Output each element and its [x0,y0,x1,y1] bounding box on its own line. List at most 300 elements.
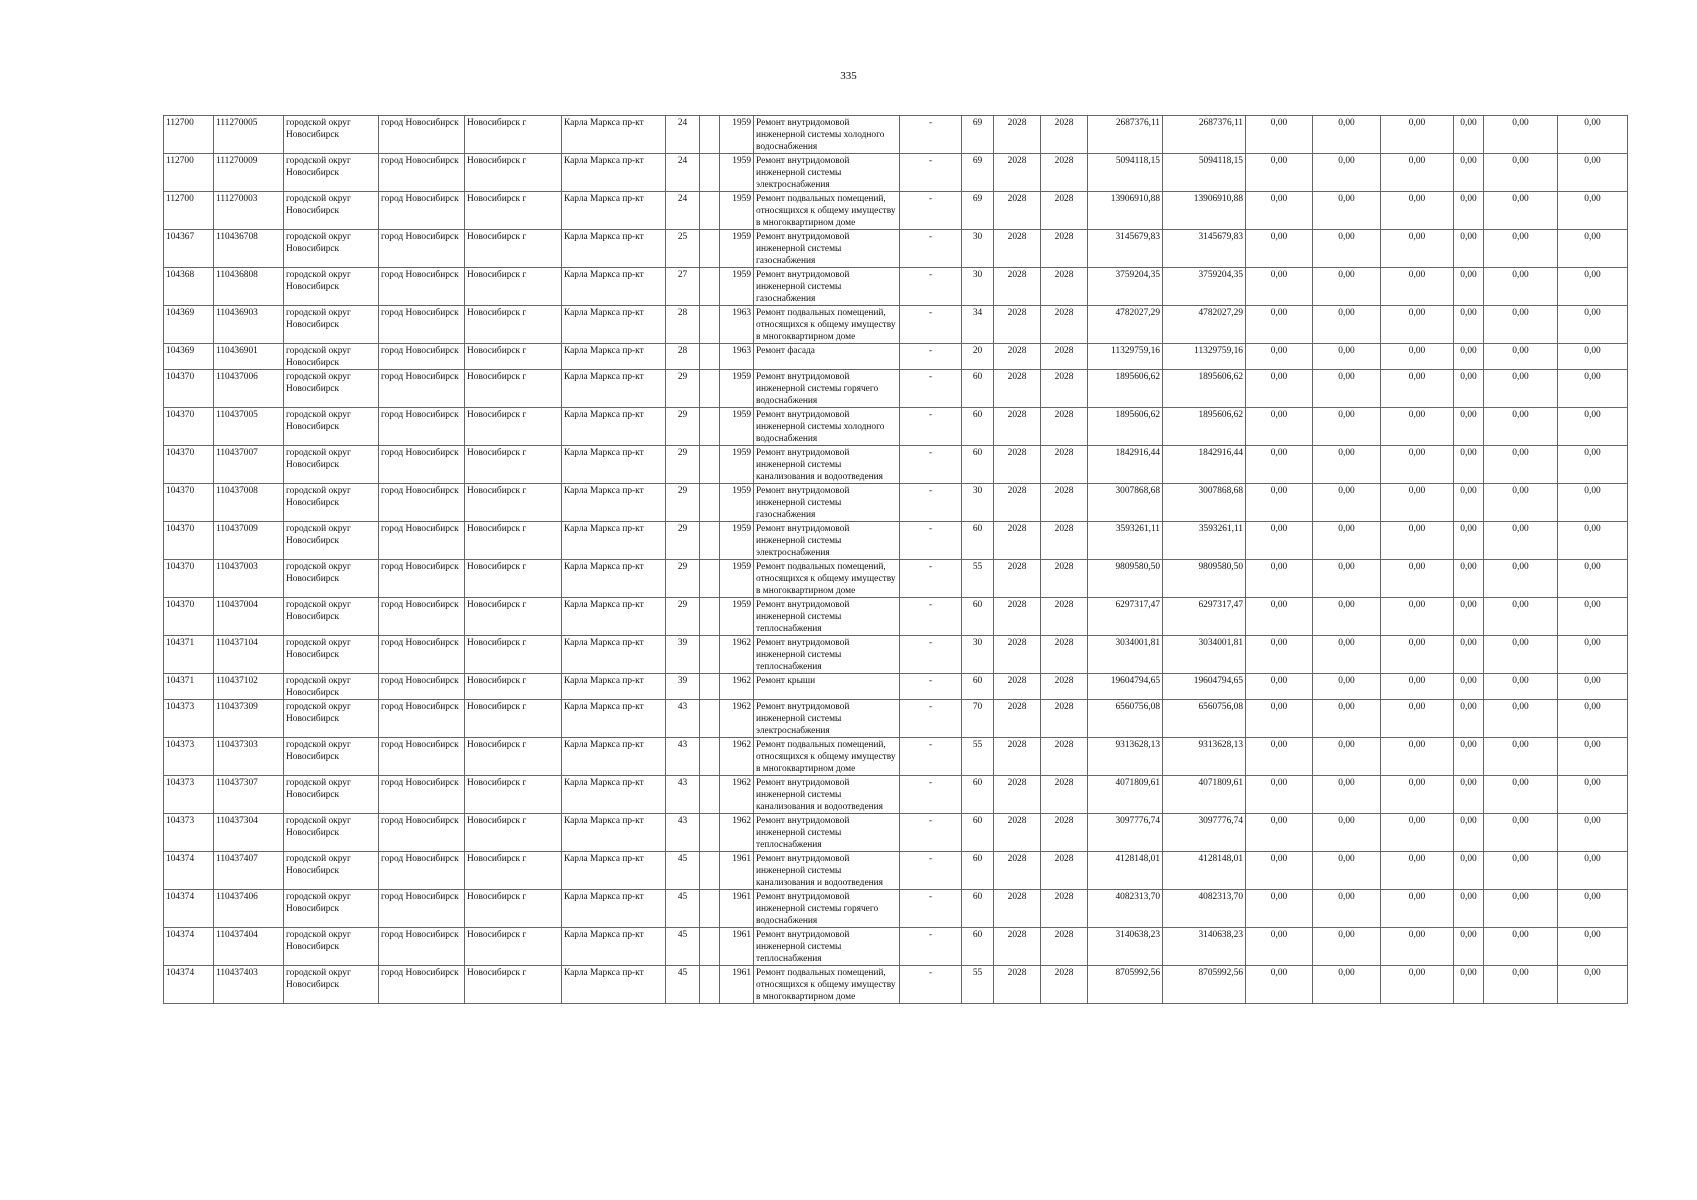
municipality-cell: городской округ Новосибирск [284,636,379,674]
house-number-cell: 24 [666,192,700,230]
value-6-cell: 0,00 [1558,192,1628,230]
value-1-cell: 0,00 [1246,776,1313,814]
building-cell [700,116,720,154]
year-from-cell: 2028 [994,268,1041,306]
year-to-cell: 2028 [1041,268,1088,306]
build-year-cell: 1959 [720,116,754,154]
cost-fund-cell: 4128148,01 [1163,852,1246,890]
value-6-cell: 0,00 [1558,408,1628,446]
city-cell: Новосибирск г [465,446,562,484]
house-number-cell: 45 [666,928,700,966]
capital-repair-table [163,115,1628,1004]
value-6-cell: 0,00 [1558,928,1628,966]
value-3-cell: 0,00 [1381,928,1454,966]
building-cell [700,484,720,522]
value-5-cell: 0,00 [1484,814,1558,852]
value-2-cell: 0,00 [1313,674,1381,700]
city-cell: Новосибирск г [465,928,562,966]
work-code-cell: 110437005 [214,408,284,446]
object-id-cell: 104370 [164,446,214,484]
cost-fund-cell: 9809580,50 [1163,560,1246,598]
work-code-cell: 110437104 [214,636,284,674]
settlement-cell: город Новосибирск [379,674,465,700]
cost-total-cell: 9809580,50 [1088,560,1163,598]
work-code-cell: 111270003 [214,192,284,230]
value-2-cell: 0,00 [1313,522,1381,560]
work-type-cell: Ремонт внутридомовой инженерной системы канализования и водоотведения [754,852,900,890]
work-code-cell: 110437007 [214,446,284,484]
table-row [164,370,1628,408]
municipality-cell: городской округ Новосибирск [284,446,379,484]
value-5-cell: 0,00 [1484,306,1558,344]
work-code-cell: 110437307 [214,776,284,814]
dash-cell: - [900,738,962,776]
building-cell [700,776,720,814]
value-1-cell: 0,00 [1246,306,1313,344]
value-4-cell: 0,00 [1454,154,1484,192]
value-1-cell: 0,00 [1246,116,1313,154]
cost-total-cell: 3759204,35 [1088,268,1163,306]
value-4-cell: 0,00 [1454,598,1484,636]
municipality-cell: городской округ Новосибирск [284,674,379,700]
work-code-cell: 110437009 [214,522,284,560]
wear-percent-cell: 60 [962,674,994,700]
city-cell: Новосибирск г [465,700,562,738]
build-year-cell: 1959 [720,484,754,522]
city-cell: Новосибирск г [465,268,562,306]
cost-fund-cell: 3140638,23 [1163,928,1246,966]
value-3-cell: 0,00 [1381,230,1454,268]
work-type-cell: Ремонт подвальных помещений, относящихся к общему имуществу в многоквартирном доме [754,966,900,1004]
value-3-cell: 0,00 [1381,814,1454,852]
settlement-cell: город Новосибирск [379,446,465,484]
value-6-cell: 0,00 [1558,636,1628,674]
building-cell [700,408,720,446]
work-code-cell: 110436808 [214,268,284,306]
municipality-cell: городской округ Новосибирск [284,598,379,636]
value-6-cell: 0,00 [1558,966,1628,1004]
year-from-cell: 2028 [994,852,1041,890]
value-3-cell: 0,00 [1381,408,1454,446]
municipality-cell: городской округ Новосибирск [284,890,379,928]
cost-total-cell: 11329759,16 [1088,344,1163,370]
value-6-cell: 0,00 [1558,852,1628,890]
value-2-cell: 0,00 [1313,408,1381,446]
value-5-cell: 0,00 [1484,446,1558,484]
table-row [164,890,1628,928]
city-cell: Новосибирск г [465,636,562,674]
work-code-cell: 110437008 [214,484,284,522]
cost-total-cell: 6560756,08 [1088,700,1163,738]
value-5-cell: 0,00 [1484,268,1558,306]
dash-cell: - [900,522,962,560]
value-1-cell: 0,00 [1246,636,1313,674]
street-cell: Карла Маркса пр-кт [562,966,666,1004]
year-from-cell: 2028 [994,484,1041,522]
value-2-cell: 0,00 [1313,268,1381,306]
year-from-cell: 2028 [994,408,1041,446]
wear-percent-cell: 60 [962,852,994,890]
settlement-cell: город Новосибирск [379,560,465,598]
cost-total-cell: 1895606,62 [1088,408,1163,446]
table-row [164,776,1628,814]
cost-total-cell: 3034001,81 [1088,636,1163,674]
house-number-cell: 43 [666,738,700,776]
table-row [164,814,1628,852]
year-to-cell: 2028 [1041,344,1088,370]
dash-cell: - [900,446,962,484]
value-3-cell: 0,00 [1381,674,1454,700]
street-cell: Карла Маркса пр-кт [562,598,666,636]
settlement-cell: город Новосибирск [379,154,465,192]
year-from-cell: 2028 [994,636,1041,674]
building-cell [700,370,720,408]
value-3-cell: 0,00 [1381,484,1454,522]
object-id-cell: 104373 [164,776,214,814]
object-id-cell: 104374 [164,966,214,1004]
cost-total-cell: 1895606,62 [1088,370,1163,408]
dash-cell: - [900,814,962,852]
settlement-cell: город Новосибирск [379,192,465,230]
value-2-cell: 0,00 [1313,154,1381,192]
value-6-cell: 0,00 [1558,230,1628,268]
year-to-cell: 2028 [1041,560,1088,598]
value-3-cell: 0,00 [1381,344,1454,370]
build-year-cell: 1962 [720,814,754,852]
street-cell: Карла Маркса пр-кт [562,116,666,154]
value-1-cell: 0,00 [1246,484,1313,522]
year-from-cell: 2028 [994,230,1041,268]
table-row [164,344,1628,370]
wear-percent-cell: 60 [962,776,994,814]
building-cell [700,230,720,268]
wear-percent-cell: 30 [962,484,994,522]
value-5-cell: 0,00 [1484,852,1558,890]
table-row [164,928,1628,966]
value-1-cell: 0,00 [1246,814,1313,852]
value-1-cell: 0,00 [1246,738,1313,776]
value-1-cell: 0,00 [1246,560,1313,598]
table-row [164,852,1628,890]
value-1-cell: 0,00 [1246,966,1313,1004]
value-4-cell: 0,00 [1454,814,1484,852]
year-to-cell: 2028 [1041,674,1088,700]
cost-total-cell: 5094118,15 [1088,154,1163,192]
dash-cell: - [900,776,962,814]
table-row [164,522,1628,560]
table-row [164,446,1628,484]
building-cell [700,700,720,738]
value-2-cell: 0,00 [1313,928,1381,966]
dash-cell: - [900,192,962,230]
wear-percent-cell: 30 [962,230,994,268]
value-2-cell: 0,00 [1313,116,1381,154]
work-type-cell: Ремонт внутридомовой инженерной системы теплоснабжения [754,814,900,852]
street-cell: Карла Маркса пр-кт [562,154,666,192]
municipality-cell: городской округ Новосибирск [284,738,379,776]
value-2-cell: 0,00 [1313,776,1381,814]
cost-fund-cell: 9313628,13 [1163,738,1246,776]
year-from-cell: 2028 [994,116,1041,154]
settlement-cell: город Новосибирск [379,700,465,738]
house-number-cell: 39 [666,674,700,700]
value-4-cell: 0,00 [1454,674,1484,700]
cost-total-cell: 2687376,11 [1088,116,1163,154]
cost-fund-cell: 3007868,68 [1163,484,1246,522]
value-5-cell: 0,00 [1484,370,1558,408]
value-1-cell: 0,00 [1246,890,1313,928]
cost-fund-cell: 8705992,56 [1163,966,1246,1004]
cost-fund-cell: 1895606,62 [1163,408,1246,446]
work-type-cell: Ремонт подвальных помещений, относящихся к общему имуществу в многоквартирном доме [754,560,900,598]
dash-cell: - [900,674,962,700]
value-3-cell: 0,00 [1381,116,1454,154]
cost-total-cell: 3145679,83 [1088,230,1163,268]
object-id-cell: 104369 [164,306,214,344]
work-code-cell: 110436901 [214,344,284,370]
value-3-cell: 0,00 [1381,852,1454,890]
value-3-cell: 0,00 [1381,192,1454,230]
cost-total-cell: 13906910,88 [1088,192,1163,230]
work-type-cell: Ремонт фасада [754,344,900,370]
value-5-cell: 0,00 [1484,192,1558,230]
cost-fund-cell: 13906910,88 [1163,192,1246,230]
cost-fund-cell: 4071809,61 [1163,776,1246,814]
build-year-cell: 1959 [720,230,754,268]
wear-percent-cell: 60 [962,408,994,446]
value-5-cell: 0,00 [1484,674,1558,700]
year-from-cell: 2028 [994,738,1041,776]
cost-fund-cell: 4782027,29 [1163,306,1246,344]
work-code-cell: 110437304 [214,814,284,852]
work-type-cell: Ремонт внутридомовой инженерной системы теплоснабжения [754,636,900,674]
build-year-cell: 1959 [720,446,754,484]
wear-percent-cell: 70 [962,700,994,738]
work-type-cell: Ремонт внутридомовой инженерной системы газоснабжения [754,484,900,522]
value-2-cell: 0,00 [1313,966,1381,1004]
dash-cell: - [900,560,962,598]
dash-cell: - [900,966,962,1004]
table-row [164,738,1628,776]
work-code-cell: 110437303 [214,738,284,776]
wear-percent-cell: 60 [962,598,994,636]
year-from-cell: 2028 [994,344,1041,370]
value-4-cell: 0,00 [1454,306,1484,344]
value-1-cell: 0,00 [1246,674,1313,700]
street-cell: Карла Маркса пр-кт [562,814,666,852]
object-id-cell: 104374 [164,890,214,928]
cost-total-cell: 4071809,61 [1088,776,1163,814]
year-to-cell: 2028 [1041,890,1088,928]
house-number-cell: 45 [666,966,700,1004]
value-2-cell: 0,00 [1313,636,1381,674]
value-4-cell: 0,00 [1454,344,1484,370]
work-type-cell: Ремонт внутридомовой инженерной системы электроснабжения [754,522,900,560]
year-to-cell: 2028 [1041,522,1088,560]
year-to-cell: 2028 [1041,370,1088,408]
settlement-cell: город Новосибирск [379,890,465,928]
house-number-cell: 24 [666,116,700,154]
house-number-cell: 25 [666,230,700,268]
dash-cell: - [900,598,962,636]
wear-percent-cell: 69 [962,154,994,192]
work-type-cell: Ремонт крыши [754,674,900,700]
house-number-cell: 28 [666,306,700,344]
value-6-cell: 0,00 [1558,154,1628,192]
city-cell: Новосибирск г [465,598,562,636]
municipality-cell: городской округ Новосибирск [284,230,379,268]
value-3-cell: 0,00 [1381,560,1454,598]
value-4-cell: 0,00 [1454,192,1484,230]
street-cell: Карла Маркса пр-кт [562,852,666,890]
value-6-cell: 0,00 [1558,700,1628,738]
dash-cell: - [900,268,962,306]
table-row [164,408,1628,446]
wear-percent-cell: 30 [962,636,994,674]
table-row [164,154,1628,192]
street-cell: Карла Маркса пр-кт [562,928,666,966]
wear-percent-cell: 60 [962,928,994,966]
value-2-cell: 0,00 [1313,370,1381,408]
city-cell: Новосибирск г [465,370,562,408]
municipality-cell: городской округ Новосибирск [284,560,379,598]
value-4-cell: 0,00 [1454,560,1484,598]
settlement-cell: город Новосибирск [379,522,465,560]
building-cell [700,192,720,230]
cost-total-cell: 4782027,29 [1088,306,1163,344]
value-1-cell: 0,00 [1246,192,1313,230]
value-6-cell: 0,00 [1558,738,1628,776]
cost-total-cell: 3097776,74 [1088,814,1163,852]
table-row [164,484,1628,522]
table-row [164,700,1628,738]
year-to-cell: 2028 [1041,636,1088,674]
object-id-cell: 104370 [164,560,214,598]
value-4-cell: 0,00 [1454,522,1484,560]
year-to-cell: 2028 [1041,598,1088,636]
city-cell: Новосибирск г [465,890,562,928]
value-3-cell: 0,00 [1381,446,1454,484]
cost-total-cell: 19604794,65 [1088,674,1163,700]
value-2-cell: 0,00 [1313,700,1381,738]
city-cell: Новосибирск г [465,776,562,814]
municipality-cell: городской округ Новосибирск [284,928,379,966]
value-5-cell: 0,00 [1484,522,1558,560]
table-row [164,306,1628,344]
cost-total-cell: 3593261,11 [1088,522,1163,560]
year-from-cell: 2028 [994,154,1041,192]
value-5-cell: 0,00 [1484,154,1558,192]
value-6-cell: 0,00 [1558,446,1628,484]
settlement-cell: город Новосибирск [379,116,465,154]
year-to-cell: 2028 [1041,814,1088,852]
settlement-cell: город Новосибирск [379,344,465,370]
dash-cell: - [900,700,962,738]
settlement-cell: город Новосибирск [379,370,465,408]
value-2-cell: 0,00 [1313,560,1381,598]
year-from-cell: 2028 [994,192,1041,230]
city-cell: Новосибирск г [465,192,562,230]
value-6-cell: 0,00 [1558,484,1628,522]
work-code-cell: 110437404 [214,928,284,966]
house-number-cell: 43 [666,700,700,738]
value-2-cell: 0,00 [1313,344,1381,370]
value-5-cell: 0,00 [1484,966,1558,1004]
value-6-cell: 0,00 [1558,598,1628,636]
value-3-cell: 0,00 [1381,306,1454,344]
value-4-cell: 0,00 [1454,928,1484,966]
value-6-cell: 0,00 [1558,306,1628,344]
object-id-cell: 104374 [164,928,214,966]
street-cell: Карла Маркса пр-кт [562,230,666,268]
settlement-cell: город Новосибирск [379,814,465,852]
cost-fund-cell: 2687376,11 [1163,116,1246,154]
building-cell [700,852,720,890]
value-6-cell: 0,00 [1558,116,1628,154]
settlement-cell: город Новосибирск [379,598,465,636]
street-cell: Карла Маркса пр-кт [562,408,666,446]
building-cell [700,560,720,598]
year-to-cell: 2028 [1041,154,1088,192]
value-4-cell: 0,00 [1454,446,1484,484]
house-number-cell: 39 [666,636,700,674]
build-year-cell: 1959 [720,560,754,598]
wear-percent-cell: 69 [962,192,994,230]
value-2-cell: 0,00 [1313,814,1381,852]
street-cell: Карла Маркса пр-кт [562,484,666,522]
value-4-cell: 0,00 [1454,268,1484,306]
cost-fund-cell: 6560756,08 [1163,700,1246,738]
value-1-cell: 0,00 [1246,154,1313,192]
work-code-cell: 110437403 [214,966,284,1004]
settlement-cell: город Новосибирск [379,852,465,890]
cost-fund-cell: 1895606,62 [1163,370,1246,408]
object-id-cell: 112700 [164,192,214,230]
value-6-cell: 0,00 [1558,560,1628,598]
cost-fund-cell: 3097776,74 [1163,814,1246,852]
value-2-cell: 0,00 [1313,738,1381,776]
table-row [164,966,1628,1004]
year-to-cell: 2028 [1041,484,1088,522]
build-year-cell: 1963 [720,306,754,344]
street-cell: Карла Маркса пр-кт [562,268,666,306]
object-id-cell: 112700 [164,154,214,192]
year-to-cell: 2028 [1041,306,1088,344]
building-cell [700,814,720,852]
value-5-cell: 0,00 [1484,636,1558,674]
wear-percent-cell: 55 [962,738,994,776]
value-3-cell: 0,00 [1381,370,1454,408]
object-id-cell: 104370 [164,598,214,636]
build-year-cell: 1959 [720,408,754,446]
wear-percent-cell: 69 [962,116,994,154]
city-cell: Новосибирск г [465,344,562,370]
value-1-cell: 0,00 [1246,700,1313,738]
value-3-cell: 0,00 [1381,598,1454,636]
value-5-cell: 0,00 [1484,560,1558,598]
cost-fund-cell: 5094118,15 [1163,154,1246,192]
cost-total-cell: 6297317,47 [1088,598,1163,636]
object-id-cell: 104371 [164,674,214,700]
wear-percent-cell: 20 [962,344,994,370]
building-cell [700,268,720,306]
build-year-cell: 1959 [720,598,754,636]
value-2-cell: 0,00 [1313,852,1381,890]
value-6-cell: 0,00 [1558,522,1628,560]
cost-total-cell: 1842916,44 [1088,446,1163,484]
build-year-cell: 1961 [720,890,754,928]
municipality-cell: городской округ Новосибирск [284,306,379,344]
